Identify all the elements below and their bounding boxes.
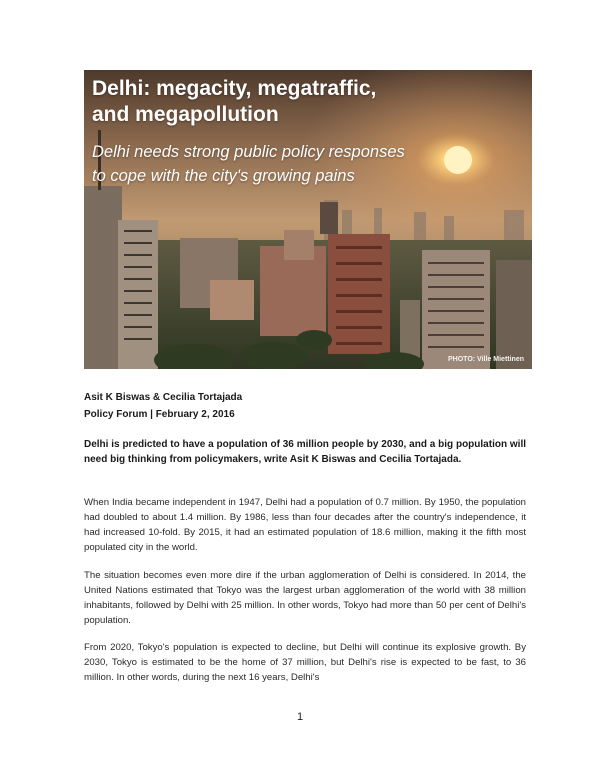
article-title: [92, 76, 376, 128]
lede-paragraph: Delhi is predicted to have a population of 36 million people by 2030, and a big population will need big thinking from policymakers, write Asit K Biswas and Cecilia Tortajada.: [84, 439, 526, 465]
publication-info: Policy Forum | February 2, 2016: [84, 409, 235, 420]
page-number: 1: [296, 711, 304, 723]
subtitle-line-1: Delhi needs strong public policy responses: [92, 143, 405, 161]
title-line-1: Delhi: megacity, megatraffic,: [92, 77, 377, 100]
body-paragraph: From 2020, Tokyo's population is expected to decline, but Delhi will continue its explosive growth. By 2030, Tokyo is estimated to be the home of 37 million, but Delhi's rise is expected to be fast, to 36 million. In other words, during the next 16 years, Delhi's: [84, 642, 526, 683]
byline: [84, 389, 524, 423]
subtitle-line-2: to cope with the city's growing pains: [92, 167, 355, 185]
hero-photo: [84, 70, 532, 369]
title-line-2: and megapollution: [92, 103, 279, 126]
body-paragraph: The situation becomes even more dire if the urban agglomeration of Delhi is considered. In 2014, the United Nations estimated that Tokyo was the largest urban agglomeration of the world with 38 million inhabitants, followed by Delhi with 25 million. In other words, Tokyo had more than 50 per cent of Delhi's population.: [84, 570, 526, 626]
article-subtitle: [92, 140, 405, 188]
authors: Asit K Biswas & Cecilia Tortajada: [84, 392, 243, 403]
photo-credit: PHOTO: Ville Miettinen: [448, 356, 524, 363]
body-paragraph: When India became independent in 1947, Delhi had a population of 0.7 million. By 1950, the population had doubled to about 1.4 million. By 1986, less than four decades after the country's independence, it had increased 10-fold. By 2015, it had an estimated population of 18.6 million, making it the fifth most populated city in the world.: [84, 497, 526, 553]
